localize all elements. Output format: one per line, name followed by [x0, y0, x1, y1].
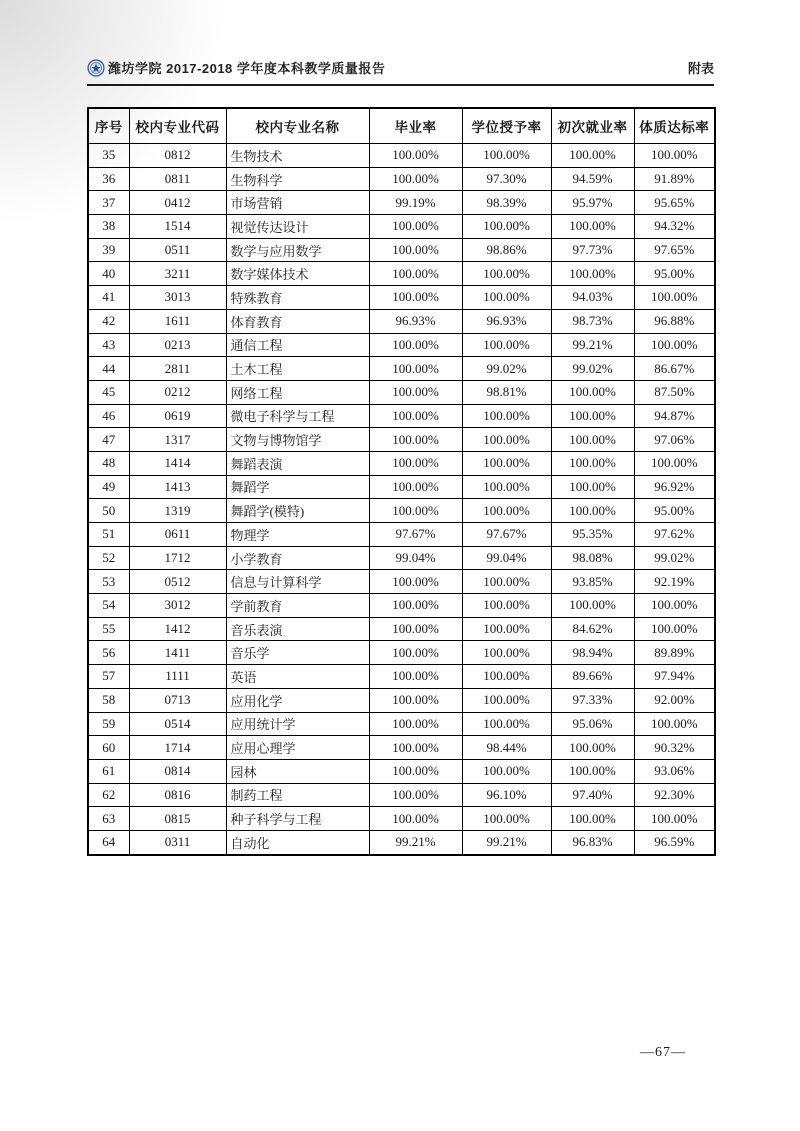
cell-fitness-standard-rate: 97.65%	[634, 238, 715, 262]
cell-major-name: 数字媒体技术	[226, 262, 369, 286]
table-row	[88, 641, 715, 665]
cell-fitness-standard-rate: 100.00%	[634, 333, 715, 357]
cell-fitness-standard-rate: 99.02%	[634, 546, 715, 570]
column-header-2: 校内专业名称	[226, 108, 369, 144]
table-row	[88, 167, 715, 191]
page-header	[87, 58, 714, 86]
cell-major-name: 特殊教育	[226, 286, 369, 310]
cell-major-name: 视觉传达设计	[226, 215, 369, 239]
table-row	[88, 523, 715, 547]
table-row	[88, 215, 715, 239]
cell-major-name: 音乐表演	[226, 617, 369, 641]
appendix-label: 附表	[687, 61, 714, 76]
column-header-1: 校内专业代码	[129, 108, 226, 144]
cell-graduation-rate: 100.00%	[369, 499, 462, 523]
cell-degree-award-rate: 100.00%	[462, 617, 551, 641]
cell-fitness-standard-rate: 93.06%	[634, 759, 715, 783]
cell-major-name: 通信工程	[226, 333, 369, 357]
cell-major-name: 微电子科学与工程	[226, 404, 369, 428]
cell-index: 64	[88, 830, 129, 854]
cell-degree-award-rate: 100.00%	[462, 404, 551, 428]
cell-major-name: 小学教育	[226, 546, 369, 570]
cell-major-code: 0412	[129, 191, 226, 215]
cell-fitness-standard-rate: 92.30%	[634, 783, 715, 807]
cell-index: 50	[88, 499, 129, 523]
cell-graduation-rate: 96.93%	[369, 309, 462, 333]
cell-major-code: 1611	[129, 309, 226, 333]
cell-major-name: 数学与应用数学	[226, 238, 369, 262]
cell-fitness-standard-rate: 100.00%	[634, 144, 715, 168]
cell-initial-employment-rate: 100.00%	[551, 380, 634, 404]
cell-initial-employment-rate: 100.00%	[551, 475, 634, 499]
table-row	[88, 546, 715, 570]
cell-major-code: 1514	[129, 215, 226, 239]
cell-major-name: 音乐学	[226, 641, 369, 665]
cell-major-code: 0816	[129, 783, 226, 807]
cell-major-name: 园林	[226, 759, 369, 783]
column-header-5: 初次就业率	[551, 108, 634, 144]
cell-major-code: 0212	[129, 380, 226, 404]
cell-fitness-standard-rate: 96.59%	[634, 830, 715, 854]
table-row	[88, 404, 715, 428]
cell-major-name: 市场营销	[226, 191, 369, 215]
cell-graduation-rate: 100.00%	[369, 783, 462, 807]
cell-initial-employment-rate: 100.00%	[551, 144, 634, 168]
cell-degree-award-rate: 100.00%	[462, 712, 551, 736]
cell-major-code: 1411	[129, 641, 226, 665]
cell-graduation-rate: 100.00%	[369, 475, 462, 499]
table-row	[88, 191, 715, 215]
cell-fitness-standard-rate: 92.00%	[634, 688, 715, 712]
cell-major-code: 1317	[129, 428, 226, 452]
table-row	[88, 238, 715, 262]
cell-degree-award-rate: 100.00%	[462, 475, 551, 499]
cell-graduation-rate: 99.04%	[369, 546, 462, 570]
cell-index: 48	[88, 451, 129, 475]
cell-initial-employment-rate: 94.03%	[551, 286, 634, 310]
cell-major-code: 1413	[129, 475, 226, 499]
cell-degree-award-rate: 100.00%	[462, 499, 551, 523]
cell-major-name: 土木工程	[226, 357, 369, 381]
cell-initial-employment-rate: 93.85%	[551, 570, 634, 594]
cell-index: 52	[88, 546, 129, 570]
cell-major-name: 应用化学	[226, 688, 369, 712]
cell-initial-employment-rate: 95.35%	[551, 523, 634, 547]
table-row	[88, 333, 715, 357]
cell-index: 41	[88, 286, 129, 310]
cell-index: 39	[88, 238, 129, 262]
table-row	[88, 475, 715, 499]
cell-major-code: 3013	[129, 286, 226, 310]
university-seal-icon	[87, 59, 105, 77]
cell-graduation-rate: 100.00%	[369, 167, 462, 191]
cell-major-code: 0811	[129, 167, 226, 191]
cell-initial-employment-rate: 100.00%	[551, 736, 634, 760]
cell-degree-award-rate: 100.00%	[462, 594, 551, 618]
cell-index: 53	[88, 570, 129, 594]
table-row	[88, 357, 715, 381]
table-row	[88, 759, 715, 783]
cell-fitness-standard-rate: 97.06%	[634, 428, 715, 452]
cell-degree-award-rate: 96.10%	[462, 783, 551, 807]
table-row	[88, 262, 715, 286]
cell-initial-employment-rate: 100.00%	[551, 759, 634, 783]
table-row	[88, 688, 715, 712]
table-row	[88, 594, 715, 618]
cell-fitness-standard-rate: 91.89%	[634, 167, 715, 191]
cell-major-name: 物理学	[226, 523, 369, 547]
cell-degree-award-rate: 99.21%	[462, 830, 551, 854]
cell-graduation-rate: 97.67%	[369, 523, 462, 547]
cell-major-code: 2811	[129, 357, 226, 381]
cell-initial-employment-rate: 84.62%	[551, 617, 634, 641]
cell-index: 62	[88, 783, 129, 807]
cell-major-code: 1414	[129, 451, 226, 475]
cell-initial-employment-rate: 97.33%	[551, 688, 634, 712]
cell-major-name: 制药工程	[226, 783, 369, 807]
cell-degree-award-rate: 100.00%	[462, 688, 551, 712]
cell-major-name: 应用心理学	[226, 736, 369, 760]
cell-degree-award-rate: 100.00%	[462, 144, 551, 168]
cell-degree-award-rate: 99.04%	[462, 546, 551, 570]
cell-initial-employment-rate: 98.73%	[551, 309, 634, 333]
cell-index: 43	[88, 333, 129, 357]
cell-major-name: 学前教育	[226, 594, 369, 618]
cell-fitness-standard-rate: 96.92%	[634, 475, 715, 499]
cell-index: 37	[88, 191, 129, 215]
cell-major-name: 网络工程	[226, 380, 369, 404]
cell-major-code: 0311	[129, 830, 226, 854]
cell-graduation-rate: 99.19%	[369, 191, 462, 215]
cell-fitness-standard-rate: 100.00%	[634, 807, 715, 831]
cell-index: 45	[88, 380, 129, 404]
cell-fitness-standard-rate: 86.67%	[634, 357, 715, 381]
cell-initial-employment-rate: 100.00%	[551, 451, 634, 475]
cell-degree-award-rate: 97.67%	[462, 523, 551, 547]
cell-major-name: 英语	[226, 665, 369, 689]
cell-major-name: 自动化	[226, 830, 369, 854]
cell-graduation-rate: 100.00%	[369, 262, 462, 286]
cell-initial-employment-rate: 100.00%	[551, 594, 634, 618]
table-row	[88, 736, 715, 760]
cell-major-name: 信息与计算科学	[226, 570, 369, 594]
cell-graduation-rate: 100.00%	[369, 617, 462, 641]
majors-rate-table	[87, 107, 716, 856]
cell-major-code: 0511	[129, 238, 226, 262]
cell-initial-employment-rate: 95.97%	[551, 191, 634, 215]
cell-major-code: 0611	[129, 523, 226, 547]
cell-index: 56	[88, 641, 129, 665]
cell-graduation-rate: 100.00%	[369, 688, 462, 712]
cell-major-code: 0814	[129, 759, 226, 783]
cell-degree-award-rate: 100.00%	[462, 333, 551, 357]
cell-index: 42	[88, 309, 129, 333]
cell-initial-employment-rate: 96.83%	[551, 830, 634, 854]
cell-graduation-rate: 100.00%	[369, 144, 462, 168]
cell-graduation-rate: 100.00%	[369, 641, 462, 665]
cell-degree-award-rate: 100.00%	[462, 428, 551, 452]
cell-major-code: 0512	[129, 570, 226, 594]
cell-graduation-rate: 99.21%	[369, 830, 462, 854]
cell-graduation-rate: 100.00%	[369, 238, 462, 262]
cell-degree-award-rate: 100.00%	[462, 451, 551, 475]
cell-index: 61	[88, 759, 129, 783]
cell-index: 63	[88, 807, 129, 831]
cell-initial-employment-rate: 100.00%	[551, 404, 634, 428]
cell-graduation-rate: 100.00%	[369, 665, 462, 689]
cell-graduation-rate: 100.00%	[369, 428, 462, 452]
cell-major-name: 文物与博物馆学	[226, 428, 369, 452]
cell-major-name: 舞蹈学(模特)	[226, 499, 369, 523]
cell-graduation-rate: 100.00%	[369, 736, 462, 760]
cell-major-name: 体育教育	[226, 309, 369, 333]
table-row	[88, 665, 715, 689]
table-row	[88, 499, 715, 523]
cell-graduation-rate: 100.00%	[369, 594, 462, 618]
cell-degree-award-rate: 100.00%	[462, 665, 551, 689]
table-row	[88, 807, 715, 831]
cell-major-name: 生物技术	[226, 144, 369, 168]
cell-initial-employment-rate: 97.40%	[551, 783, 634, 807]
cell-fitness-standard-rate: 95.65%	[634, 191, 715, 215]
header-left	[87, 58, 385, 77]
cell-graduation-rate: 100.00%	[369, 357, 462, 381]
column-header-4: 学位授予率	[462, 108, 551, 144]
cell-degree-award-rate: 100.00%	[462, 286, 551, 310]
cell-index: 36	[88, 167, 129, 191]
cell-graduation-rate: 100.00%	[369, 570, 462, 594]
cell-fitness-standard-rate: 100.00%	[634, 712, 715, 736]
cell-major-code: 0514	[129, 712, 226, 736]
cell-major-name: 种子科学与工程	[226, 807, 369, 831]
table-row	[88, 309, 715, 333]
cell-index: 38	[88, 215, 129, 239]
cell-major-code: 0619	[129, 404, 226, 428]
cell-graduation-rate: 100.00%	[369, 451, 462, 475]
cell-index: 47	[88, 428, 129, 452]
cell-index: 35	[88, 144, 129, 168]
page-number: —67—	[640, 1045, 686, 1060]
cell-index: 59	[88, 712, 129, 736]
cell-fitness-standard-rate: 94.32%	[634, 215, 715, 239]
cell-major-name: 舞蹈学	[226, 475, 369, 499]
cell-graduation-rate: 100.00%	[369, 404, 462, 428]
cell-graduation-rate: 100.00%	[369, 215, 462, 239]
table-row	[88, 428, 715, 452]
cell-fitness-standard-rate: 95.00%	[634, 499, 715, 523]
cell-degree-award-rate: 99.02%	[462, 357, 551, 381]
cell-fitness-standard-rate: 92.19%	[634, 570, 715, 594]
cell-major-code: 1319	[129, 499, 226, 523]
cell-initial-employment-rate: 98.08%	[551, 546, 634, 570]
cell-initial-employment-rate: 95.06%	[551, 712, 634, 736]
cell-fitness-standard-rate: 94.87%	[634, 404, 715, 428]
column-header-6: 体质达标率	[634, 108, 715, 144]
table-row	[88, 783, 715, 807]
cell-degree-award-rate: 100.00%	[462, 759, 551, 783]
cell-degree-award-rate: 100.00%	[462, 807, 551, 831]
cell-major-name: 生物科学	[226, 167, 369, 191]
cell-index: 57	[88, 665, 129, 689]
cell-graduation-rate: 100.00%	[369, 807, 462, 831]
cell-graduation-rate: 100.00%	[369, 333, 462, 357]
cell-fitness-standard-rate: 95.00%	[634, 262, 715, 286]
cell-initial-employment-rate: 97.73%	[551, 238, 634, 262]
table-row	[88, 286, 715, 310]
cell-fitness-standard-rate: 97.62%	[634, 523, 715, 547]
cell-graduation-rate: 100.00%	[369, 759, 462, 783]
cell-major-code: 0812	[129, 144, 226, 168]
cell-index: 44	[88, 357, 129, 381]
cell-major-name: 应用统计学	[226, 712, 369, 736]
table-row	[88, 830, 715, 854]
cell-index: 58	[88, 688, 129, 712]
cell-initial-employment-rate: 100.00%	[551, 215, 634, 239]
table-row	[88, 617, 715, 641]
cell-degree-award-rate: 100.00%	[462, 215, 551, 239]
page-footer	[87, 1045, 714, 1061]
cell-fitness-standard-rate: 89.89%	[634, 641, 715, 665]
cell-major-code: 1412	[129, 617, 226, 641]
cell-degree-award-rate: 98.81%	[462, 380, 551, 404]
cell-major-code: 1714	[129, 736, 226, 760]
cell-index: 49	[88, 475, 129, 499]
cell-major-code: 1111	[129, 665, 226, 689]
table-row	[88, 451, 715, 475]
cell-degree-award-rate: 100.00%	[462, 262, 551, 286]
table-row	[88, 380, 715, 404]
cell-degree-award-rate: 96.93%	[462, 309, 551, 333]
cell-index: 51	[88, 523, 129, 547]
cell-major-code: 3012	[129, 594, 226, 618]
column-header-3: 毕业率	[369, 108, 462, 144]
cell-initial-employment-rate: 100.00%	[551, 499, 634, 523]
cell-initial-employment-rate: 99.02%	[551, 357, 634, 381]
cell-fitness-standard-rate: 97.94%	[634, 665, 715, 689]
cell-initial-employment-rate: 100.00%	[551, 428, 634, 452]
cell-graduation-rate: 100.00%	[369, 712, 462, 736]
cell-index: 40	[88, 262, 129, 286]
cell-major-code: 1712	[129, 546, 226, 570]
cell-fitness-standard-rate: 100.00%	[634, 617, 715, 641]
cell-initial-employment-rate: 100.00%	[551, 262, 634, 286]
cell-major-code: 0713	[129, 688, 226, 712]
cell-degree-award-rate: 100.00%	[462, 641, 551, 665]
cell-index: 46	[88, 404, 129, 428]
table-head-row	[88, 108, 715, 144]
cell-degree-award-rate: 100.00%	[462, 570, 551, 594]
cell-initial-employment-rate: 100.00%	[551, 807, 634, 831]
cell-graduation-rate: 100.00%	[369, 380, 462, 404]
table-row	[88, 144, 715, 168]
cell-major-name: 舞蹈表演	[226, 451, 369, 475]
cell-initial-employment-rate: 89.66%	[551, 665, 634, 689]
table-row	[88, 570, 715, 594]
cell-fitness-standard-rate: 87.50%	[634, 380, 715, 404]
cell-index: 54	[88, 594, 129, 618]
cell-index: 55	[88, 617, 129, 641]
table-body	[88, 144, 715, 855]
table-row	[88, 712, 715, 736]
cell-degree-award-rate: 98.39%	[462, 191, 551, 215]
cell-initial-employment-rate: 98.94%	[551, 641, 634, 665]
cell-initial-employment-rate: 94.59%	[551, 167, 634, 191]
cell-degree-award-rate: 98.86%	[462, 238, 551, 262]
report-title: 潍坊学院 2017-2018 学年度本科教学质量报告	[108, 61, 386, 76]
cell-degree-award-rate: 98.44%	[462, 736, 551, 760]
cell-initial-employment-rate: 99.21%	[551, 333, 634, 357]
cell-degree-award-rate: 97.30%	[462, 167, 551, 191]
cell-fitness-standard-rate: 100.00%	[634, 286, 715, 310]
cell-major-code: 0815	[129, 807, 226, 831]
cell-fitness-standard-rate: 100.00%	[634, 594, 715, 618]
cell-index: 60	[88, 736, 129, 760]
column-header-0: 序号	[88, 108, 129, 144]
cell-major-code: 0213	[129, 333, 226, 357]
cell-major-code: 3211	[129, 262, 226, 286]
cell-fitness-standard-rate: 100.00%	[634, 451, 715, 475]
cell-graduation-rate: 100.00%	[369, 286, 462, 310]
cell-fitness-standard-rate: 90.32%	[634, 736, 715, 760]
cell-fitness-standard-rate: 96.88%	[634, 309, 715, 333]
